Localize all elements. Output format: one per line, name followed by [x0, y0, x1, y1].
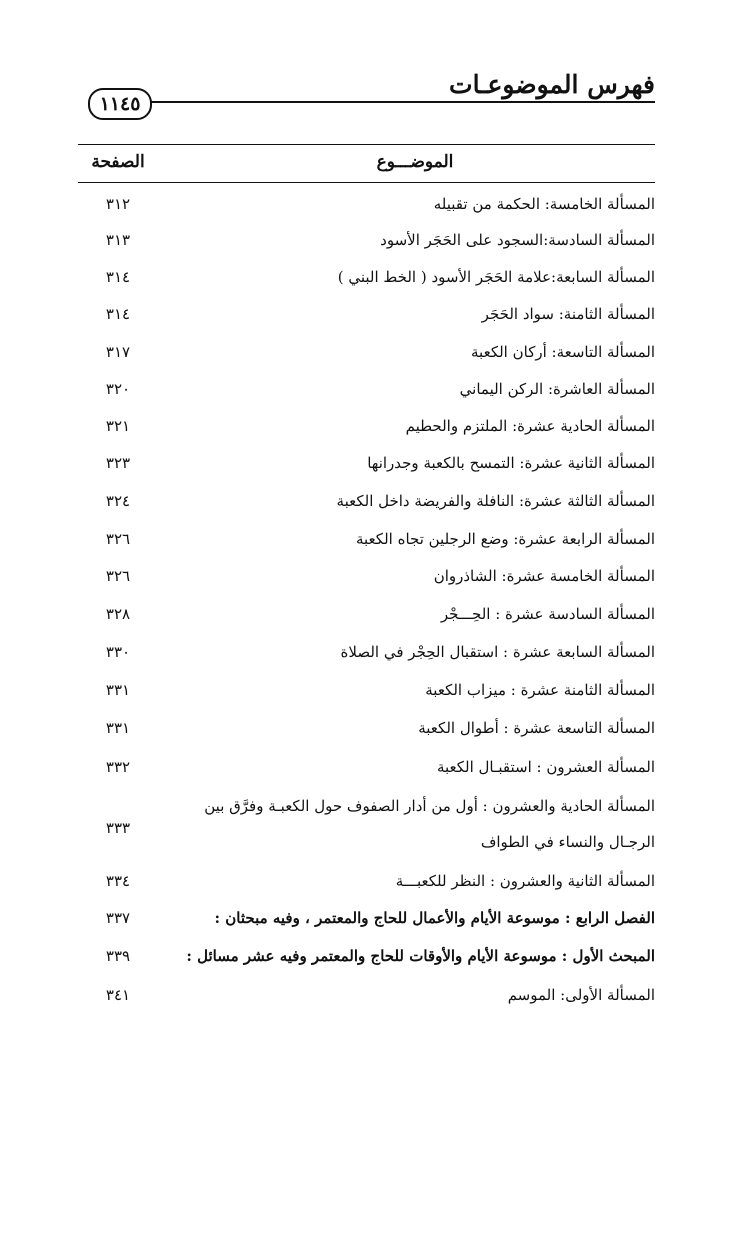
row-topic: المسألة الأولى: الموسم: [507, 986, 655, 1004]
row-page-number: ٣٤١: [105, 986, 131, 1004]
row-topic: المسألة السادسة:السجود على الحَجَر الأسود: [380, 231, 655, 249]
running-header-title: فهرس الموضوعـات: [449, 70, 655, 99]
row-topic: الفصل الرابع : موسوعة الأيام والأعمال للحاج والمعتمر ، وفيه مبحثان :: [214, 909, 655, 927]
row-page-number: ٣٣٩: [105, 947, 131, 965]
page-number-badge: ١١٤٥: [88, 88, 152, 120]
row-topic: المسألة الثامنة: سواد الحَجَر: [481, 305, 655, 323]
row-page-number: ٣٢٦: [105, 567, 131, 585]
row-page-number: ٣٢١: [105, 417, 131, 435]
topic-column-header: الموضـــوع: [376, 152, 454, 172]
row-topic: المسألة الحادية والعشرون : أول من أدار الصفوف حول الكعبـة وفرَّق بين الرجـال والنساء في الطواف: [204, 797, 655, 851]
row-page-number: ٣٣١: [105, 719, 131, 737]
row-page-number: ٣١٤: [105, 305, 131, 323]
row-topic: المسألة التاسعة: أركان الكعبة: [471, 343, 655, 361]
row-topic: المسألة السادسة عشرة : الحِـــجْر: [440, 605, 655, 623]
row-topic: المبحث الأول : موسوعة الأيام والأوقات للحاج والمعتمر وفيه عشر مسائل :: [186, 947, 655, 965]
row-page-number: ٣٢٦: [105, 530, 131, 548]
row-page-number: ٣١٧: [105, 343, 131, 361]
row-topic: المسألة التاسعة عشرة : أطوال الكعبة: [418, 719, 655, 737]
row-page-number: ٣١٣: [105, 231, 131, 249]
row-topic: المسألة الرابعة عشرة: وضع الرجلين تجاه الكعبة: [355, 530, 655, 548]
row-page-number: ٣٣٧: [105, 909, 131, 927]
row-topic: المسألة الثامنة عشرة : ميزاب الكعبة: [425, 681, 655, 699]
row-page-number: ٣٢٣: [105, 454, 131, 472]
row-page-number: ٣١٢: [105, 195, 131, 213]
row-topic: المسألة العاشرة: الركن اليماني: [459, 380, 655, 398]
row-page-number: ٣١٤: [105, 268, 131, 286]
row-topic: المسألة السابعة:علامة الحَجَر الأسود ( الخط البني ): [337, 268, 655, 286]
row-page-number: ٣٣٣: [105, 819, 131, 837]
row-page-number: ٣٣٠: [105, 643, 131, 661]
row-page-number: ٣٢٨: [105, 605, 131, 623]
row-topic: المسألة الثالثة عشرة: النافلة والفريضة داخل الكعبة: [336, 492, 655, 510]
row-topic: المسألة الخامسة: الحكمة من تقبيله: [433, 195, 655, 213]
row-topic: المسألة العشرون : استقبـال الكعبة: [436, 758, 655, 776]
row-topic: المسألة السابعة عشرة : استقبال الحِجْر في الصلاة: [340, 643, 655, 661]
table-row: [78, 788, 655, 868]
row-topic: المسألة الحادية عشرة: الملتزم والحطيم: [405, 417, 655, 435]
row-page-number: ٣٣٢: [105, 758, 131, 776]
row-topic: المسألة الخامسة عشرة: الشاذروان: [433, 567, 655, 585]
page-column-header: الصفحة: [91, 152, 145, 172]
row-page-number: ٣٣٤: [105, 872, 131, 890]
row-topic: المسألة الثانية عشرة: التمسح بالكعبة وجدرانها: [367, 454, 655, 472]
row-page-number: ٣٣١: [105, 681, 131, 699]
row-topic: المسألة الثانية والعشرون : النظر للكعبـــة: [395, 872, 655, 890]
row-page-number: ٣٢٤: [105, 492, 131, 510]
row-page-number: ٣٢٠: [105, 380, 131, 398]
